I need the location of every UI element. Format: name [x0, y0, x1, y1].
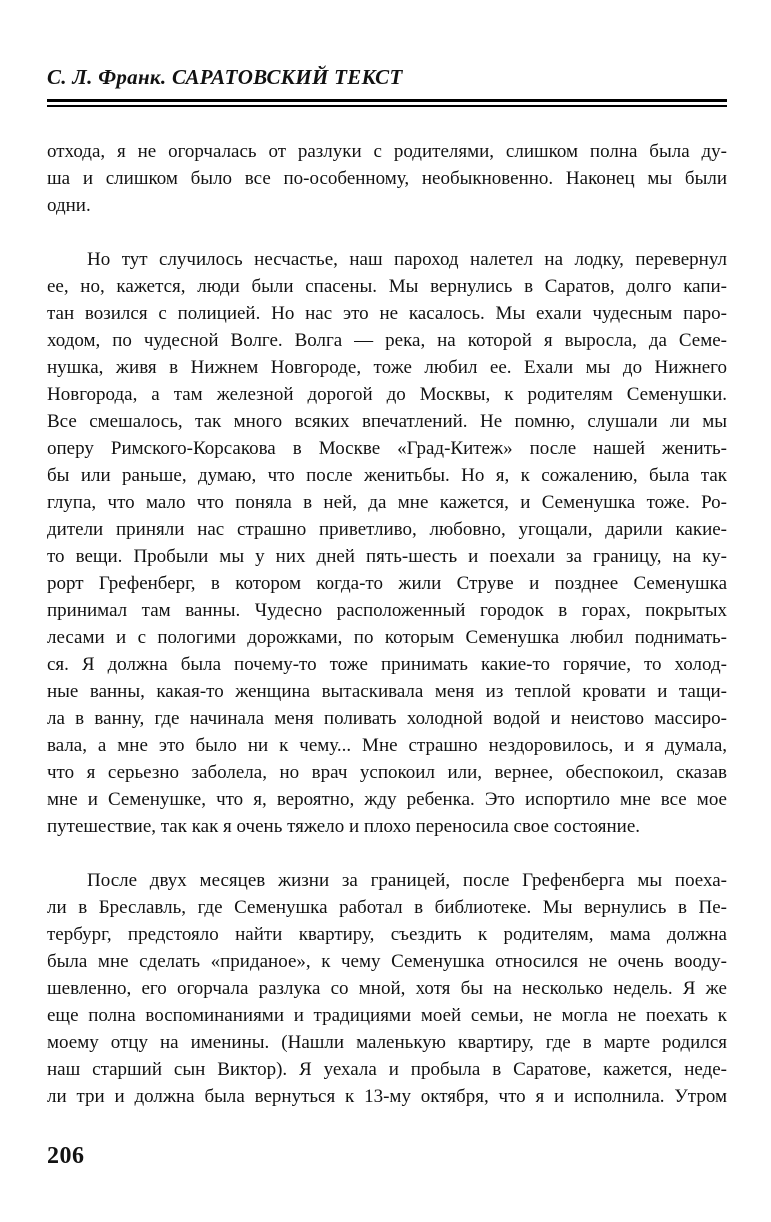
- text-line: ее, но, кажется, люди были спасены. Мы вернулись в Саратов, долго капи-: [47, 276, 727, 297]
- text-line: глупа, что мало что поняла в ней, да мне кажется, и Семенушка тоже. Ро-: [47, 492, 727, 513]
- text-line: Но тут случилось несчастье, наш пароход налетел на лодку, перевернул: [87, 249, 727, 270]
- text-line: ша и слишком было все по-особенному, необыкновенно. Наконец мы были: [47, 168, 727, 189]
- text-line: ла в ванну, где начинала меня поливать холодной водой и неистово массиро-: [47, 708, 727, 729]
- text-line: ные ванны, какая-то женщина вытаскивала меня из теплой кровати и тащи-: [47, 681, 727, 702]
- page-footer: [47, 1143, 727, 1170]
- text-line: лесами и с пологими дорожками, по которым Семенушка любил поднимать-: [47, 627, 727, 648]
- text-line: то вещи. Пробыли мы у них дней пять-шесть и поехали за границу, на ку-: [47, 546, 727, 567]
- paragraph: [47, 246, 727, 840]
- page-number: 206: [47, 1143, 85, 1169]
- text-line: шевленно, его огорчала разлука со мной, хотя бы на несколько недель. Я же: [47, 978, 727, 999]
- page-body: [47, 138, 727, 1110]
- header-double-rule: [47, 99, 727, 107]
- text-line: бы или раньше, думаю, что после женитьбы. Но я, к сожалению, была так: [47, 465, 727, 486]
- text-line: ходом, по чудесной Волге. Волга — река, на которой я выросла, да Семе-: [47, 330, 727, 351]
- text-line: ли три и должна была вернуться к 13-му октября, что я и исполнила. Утром: [47, 1086, 727, 1107]
- text-line: После двух месяцев жизни за границей, после Грефенберга мы поеха-: [87, 870, 727, 891]
- text-line: что я серьезно заболела, но врач успокоил или, вернее, обеспокоил, сказав: [47, 762, 727, 783]
- text-line: Новгорода, а там железной дорогой до Москвы, к родителям Семенушки.: [47, 384, 727, 405]
- text-line: одни.: [47, 195, 91, 216]
- text-line: вала, а мне это было ни к чему... Мне страшно нездоровилось, и я думала,: [47, 735, 727, 756]
- text-line: ся. Я должна была почему-то тоже принимать какие-то горячие, то холод-: [47, 654, 727, 675]
- text-line: отхода, я не огорчалась от разлуки с родителями, слишком полна была ду-: [47, 141, 727, 162]
- text-line: ли в Бреславль, где Семенушка работал в библиотеке. Мы вернулись в Пе-: [47, 897, 727, 918]
- text-line: оперу Римского-Корсакова в Москве «Град-Китеж» после нашей женить-: [47, 438, 727, 459]
- text-line: наш старший сын Виктор). Я уехала и пробыла в Саратове, кажется, неде-: [47, 1059, 727, 1080]
- text-line: путешествие, так как я очень тяжело и плохо переносила свое состояние.: [47, 816, 640, 837]
- page-header: [47, 64, 727, 107]
- running-header-title: С. Л. Франк. САРАТОВСКИЙ ТЕКСТ: [47, 65, 403, 89]
- paragraph: [47, 138, 727, 219]
- text-line: тан возился с полицией. Но нас это не касалось. Мы ехали чудесным паро-: [47, 303, 727, 324]
- text-line: была мне сделать «приданое», к чему Семенушка относился не очень вооду-: [47, 951, 727, 972]
- paragraph: [47, 867, 727, 1110]
- text-line: мне и Семенушке, что я, вероятно, жду ребенка. Это испортило мне все мое: [47, 789, 727, 810]
- text-line: еще полна воспоминаниями и традициями моей семьи, не могла не поехать к: [47, 1005, 727, 1026]
- text-line: моему отцу на именины. (Нашли маленькую квартиру, где в марте родился: [47, 1032, 727, 1053]
- text-line: принимал там ванны. Чудесно расположенный городок в горах, покрытых: [47, 600, 727, 621]
- text-line: рорт Грефенберг, в котором когда-то жили Струве и позднее Семенушка: [47, 573, 727, 594]
- text-line: Все смешалось, так много всяких впечатлений. Не помню, слушали ли мы: [47, 411, 727, 432]
- text-line: дители приняли нас страшно приветливо, любовно, угощали, дарили какие-: [47, 519, 727, 540]
- text-line: нушка, живя в Нижнем Новгороде, тоже любил ее. Ехали мы до Нижнего: [47, 357, 727, 378]
- text-line: тербург, предстояло найти квартиру, съездить к родителям, мама должна: [47, 924, 727, 945]
